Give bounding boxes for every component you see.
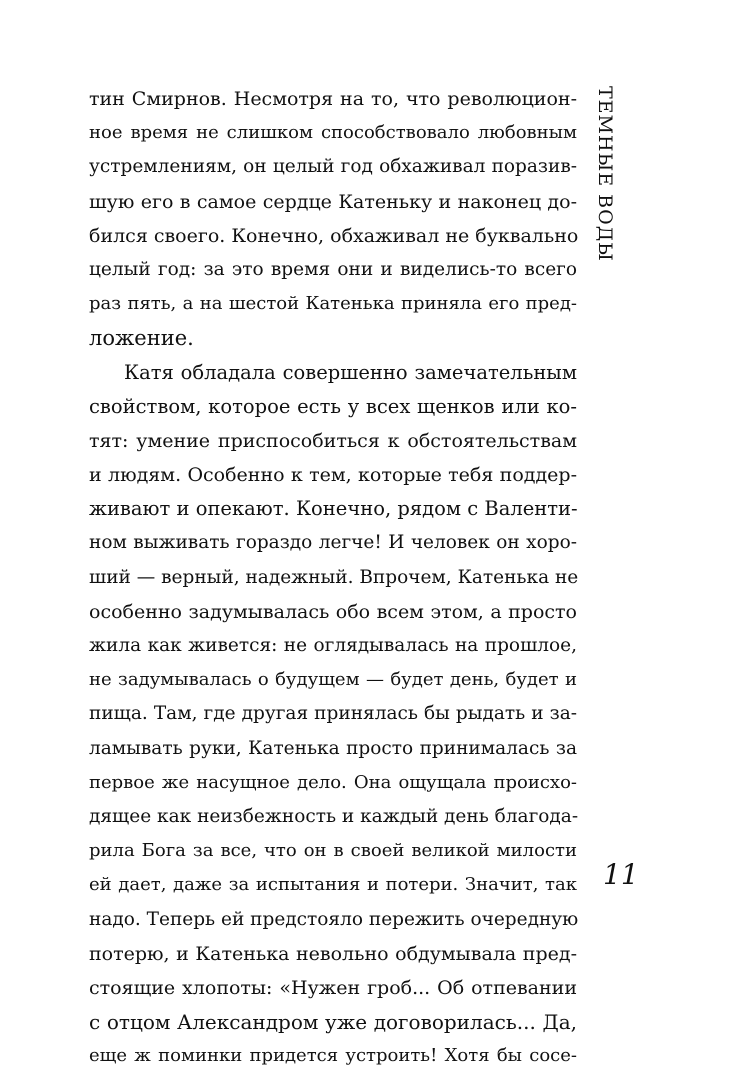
- text-line: первое же насущное дело. Она ощущала происхо-: [89, 771, 577, 793]
- text-line: ламывать руки, Катенька просто принималась за: [89, 737, 577, 759]
- text-line: тин Смирнов. Несмотря на то, что революцион-: [89, 88, 577, 110]
- text-line: целый год: за это время они и виделись-то всего: [89, 258, 577, 280]
- text-line: потерю, и Катенька невольно обдумывала пред-: [89, 942, 577, 965]
- text-line: шую его в самое сердце Катеньку и наконец до-: [89, 190, 577, 213]
- text-line: еще ж поминки придется устроить! Хотя бы сосе-: [89, 1045, 577, 1067]
- text-line: Катя обладала совершенно замечательным: [124, 360, 577, 384]
- text-line: тят: умение приспособиться к обстоятельствам: [89, 429, 577, 452]
- text-line: жила как живется: не оглядывалась на прошлое,: [89, 635, 577, 656]
- text-line: ное время не слишком способствовало любовным: [89, 122, 577, 144]
- text-line: живают и опекают. Конечно, рядом с Валенти-: [89, 497, 578, 521]
- text-line: ном выживать гораздо легче! И человек он хоро-: [89, 532, 577, 554]
- running-head: ТЕМНЫЕ ВОДЫ: [594, 86, 616, 262]
- text-line: бился своего. Конечно, обхаживал не буквально: [89, 224, 579, 247]
- text-line: дящее как неизбежность и каждый день благода-: [89, 805, 579, 827]
- text-line: рила Бога за все, что он в своей великой милости: [89, 840, 577, 862]
- text-line: с отцом Александром уже договорилась... Да,: [89, 1010, 577, 1035]
- text-line: устремлениям, он целый год обхаживал поразив-: [89, 156, 577, 178]
- text-line: и людям. Особенно к тем, которые тебя поддер-: [89, 464, 577, 487]
- text-line: ей дает, даже за испытания и потери. Значит, так: [89, 874, 577, 896]
- page-number: 11: [603, 858, 639, 891]
- body-text: [89, 82, 577, 1073]
- text-line: стоящие хлопоты: «Нужен гроб... Об отпевании: [89, 976, 577, 999]
- text-line: пища. Там, где другая принялась бы рыдать и за-: [89, 703, 577, 725]
- text-line: не задумывалась о будущем — будет день, будет и: [89, 669, 577, 691]
- text-line: ший — верный, надежный. Впрочем, Катенька не: [89, 566, 579, 588]
- text-line: свойством, которое есть у всех щенков или ко-: [89, 394, 577, 418]
- text-line: ложение.: [89, 326, 194, 351]
- text-line: раз пять, а на шестой Катенька приняла его пред-: [89, 293, 577, 315]
- text-line: надо. Теперь ей предстояло пережить очередную: [89, 908, 579, 930]
- text-line: особенно задумывалась обо всем этом, а просто: [89, 600, 577, 623]
